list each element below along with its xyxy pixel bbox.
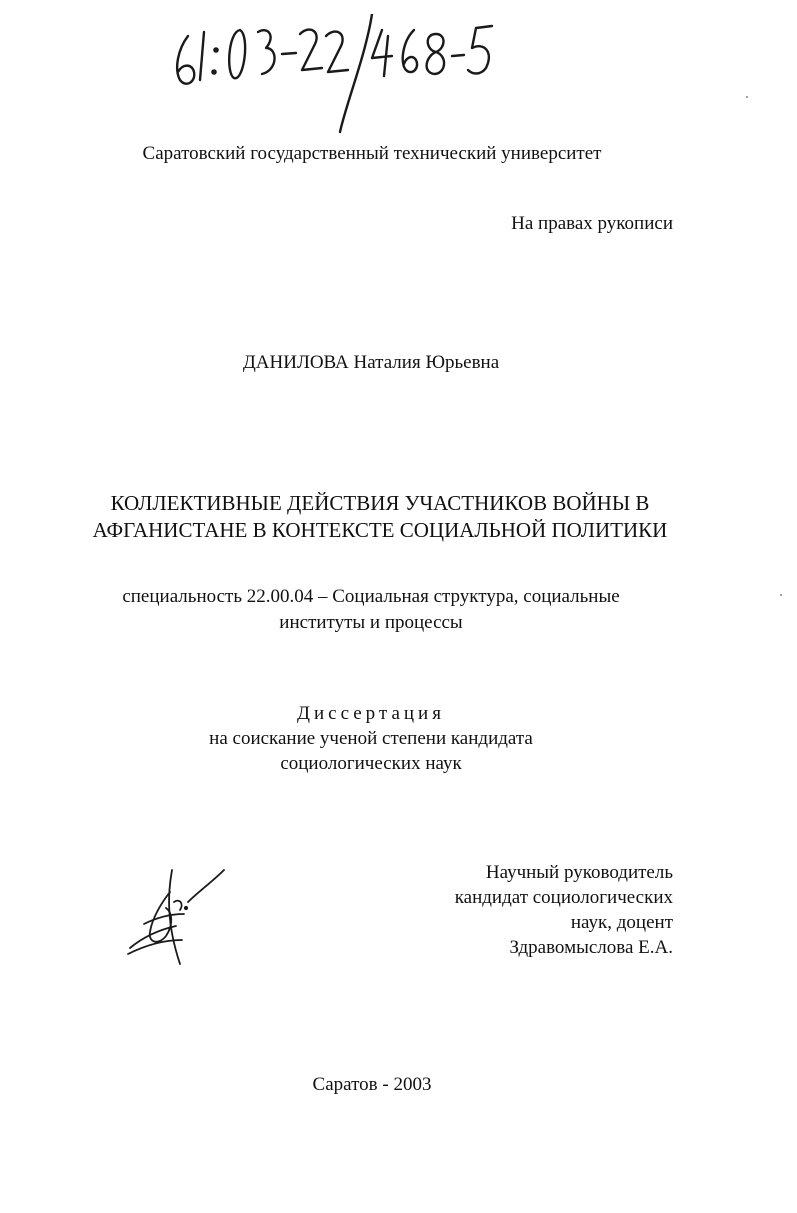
specialty-line-1: специальность 22.00.04 – Социальная структура, социальные <box>122 586 620 607</box>
scan-speck <box>780 594 782 596</box>
title-line-2: АФГАНИСТАНЕ В КОНТЕКСТЕ СОЦИАЛЬНОЙ ПОЛИТИКИ <box>92 518 668 542</box>
handwritten-registration-number <box>170 14 510 134</box>
supervisor-line-1: Научный руководитель <box>485 862 673 883</box>
dissertation-line-1: на соискание ученой степени кандидата <box>209 728 533 749</box>
dissertation-block <box>0 701 742 776</box>
dissertation-title <box>0 490 760 544</box>
rights-note: На правах рукописи <box>511 213 673 234</box>
title-line-1: КОЛЛЕКТИВНЫЕ ДЕЙСТВИЯ УЧАСТНИКОВ ВОЙНЫ В <box>110 491 650 515</box>
university-name: Саратовский государственный технический университет <box>142 143 602 164</box>
city-year: Саратов - 2003 <box>312 1074 432 1095</box>
specialty-line-2: институты и процессы <box>279 612 463 633</box>
supervisor-line-3: наук, доцент <box>570 912 673 933</box>
dissertation-line-2: социологических наук <box>280 753 462 774</box>
supervisor-line-2: кандидат социологических <box>454 887 673 908</box>
supervisor-block <box>455 860 673 960</box>
author-name: ДАНИЛОВА Наталия Юрьевна <box>242 352 500 373</box>
dissertation-heading: Диссертация <box>297 703 445 724</box>
specialty-block <box>0 584 742 636</box>
scan-speck <box>746 96 748 98</box>
supervisor-line-4: Здравомыслова Е.А. <box>509 937 673 958</box>
signature-scribble <box>122 862 232 972</box>
